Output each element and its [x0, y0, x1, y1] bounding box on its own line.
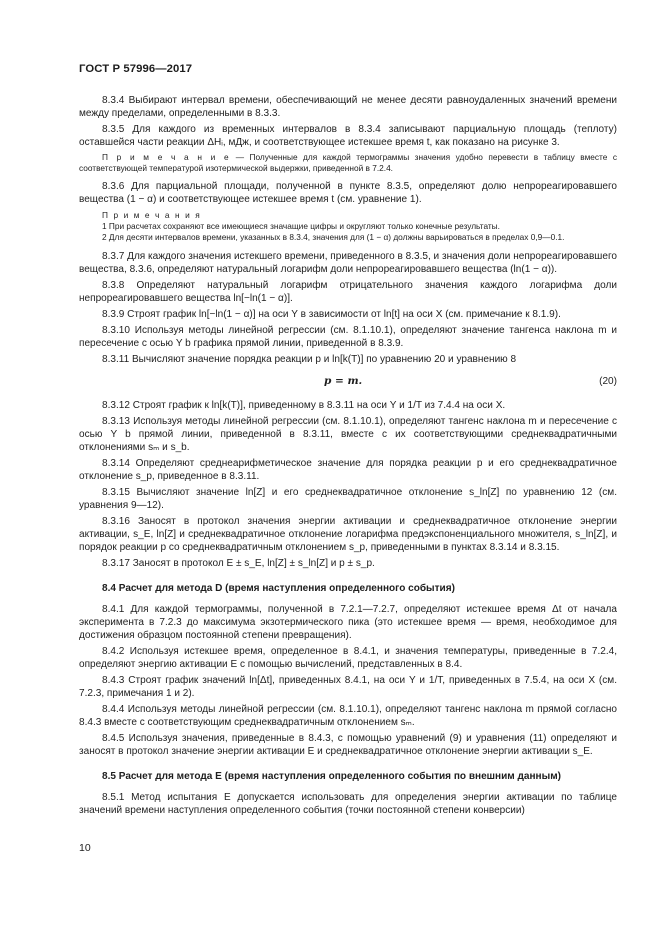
paragraph-8-5-1: 8.5.1 Метод испытания E допускается использовать для определения энергии активации по таблице значений времени наступления определенного события (точки постоянной степени конверсии) — [79, 792, 617, 816]
document-code: ГОСТ Р 57996—2017 — [79, 63, 193, 75]
note-item-2: 2 Для десяти интервалов времени, указанных в 8.3.4, значения для (1 − α) должны варьироваться в пределах 0,9—0.1. — [102, 232, 565, 242]
paragraph-8-3-16: 8.3.16 Заносят в протокол значения энергии активации и среднеквадратичное отклонение энергии активации, s_E, ln[Z] и среднеквадратичное отклонение логарифма предэкспоненциального множителя, s_ln[Z], и порядок реакции p со среднеквадратичным отклонением s_p, приведенными в пунктах 8.3.14 и 8.3.15. — [79, 516, 617, 553]
paragraph-8-3-14: 8.3.14 Определяют среднеарифметическое значение для порядка реакции p и его среднеквадратичное отклонение s_p, приведенное в 8.3.11. — [79, 458, 617, 482]
note-text: — Полученные для каждой термограммы значения удобно перевести в таблицу вместе с соответствующей температурой изотермической выдержки, приведенной в 7.2.4. — [79, 152, 618, 173]
paragraph-8-3-6: 8.3.6 Для парциальной площади, полученной в пункте 8.3.5, определяют долю непрореагировавшего вещества (1 − α) и соответствующее истекшее время t (см. уравнение 1). — [79, 181, 617, 205]
note-8-3-5 — [79, 152, 617, 174]
paragraph-8-3-7: 8.3.7 Для каждого значения истекшего времени, приведенного в 8.3.5, и значения доли непрореагировавшего вещества, 8.3.6, определяют натуральный логарифм доли непрореагировавшего вещества (ln(1 − α)). — [79, 251, 617, 275]
section-heading-8-5: 8.5 Расчет для метода E (время наступления определенного события по внешним данным) — [102, 771, 561, 782]
note-item-1: 1 При расчетах сохраняют все имеющиеся значащие цифры и округляют только конечные результаты. — [102, 221, 500, 231]
section-heading-8-4: 8.4 Расчет для метода D (время наступления определенного события) — [102, 583, 455, 594]
note-title: П р и м е ч а н и е — [102, 152, 231, 162]
paragraph-8-3-9: 8.3.9 Строят график ln[−ln(1 − α)] на оси Y в зависимости от ln[t] на оси X (см. примечание к 8.1.9). — [102, 309, 561, 320]
notes-title: П р и м е ч а н и я — [102, 210, 202, 220]
paragraph-8-4-4: 8.4.4 Используя методы линейной регрессии (см. 8.1.10.1), определяют тангенс наклона m прямой согласно 8.4.3 вместе с соответствующим среднеквадратичным отклонением sₘ. — [79, 704, 617, 728]
paragraph-8-3-17: 8.3.17 Заносят в протокол E ± s_E, ln[Z] ± s_ln[Z] и p ± s_p. — [102, 558, 375, 569]
paragraph-8-3-8: 8.3.8 Определяют натуральный логарифм отрицательного значения каждого логарифма доли непрореагировавшего вещества ln[−ln(1 − α)]. — [79, 280, 617, 304]
paragraph-8-3-5: 8.3.5 Для каждого из временных интервалов в 8.3.4 записывают парциальную площадь (теплоту) оставшейся части реакции ΔHᵢ, мДж, и соответствующее истекшее время t, как показано на рисунке 3. — [79, 124, 617, 148]
paragraph-8-4-5: 8.4.5 Используя значения, приведенные в 8.4.3, с помощью уравнений (9) и уравнения (11) определяют и заносят в протокол значение энергии активации E и среднеквадратичное отклонение энергии активации s_E. — [79, 733, 617, 757]
paragraph-8-3-13: 8.3.13 Используя методы линейной регрессии (см. 8.1.10.1), определяют тангенс наклона m и пересечение с осью Y b прямой линии, приведенной в 8.3.11, вместе с их соответствующими среднеквадратичными отклонениями sₘ и s_b. — [79, 416, 617, 453]
paragraph-8-3-15: 8.3.15 Вычисляют значение ln[Z] и его среднеквадратичное отклонение s_ln[Z] по уравнению 12 (см. уравнения 9—12). — [79, 487, 617, 511]
paragraph-8-3-10: 8.3.10 Используя методы линейной регрессии (см. 8.1.10.1), определяют значение тангенса наклона m и пересечение с осью Y b графика прямой линии, приведенной в 8.3.9. — [79, 325, 617, 349]
paragraph-8-3-11: 8.3.11 Вычисляют значение порядка реакции p и ln[k(T)] по уравнению 20 и уравнению 8 — [102, 354, 517, 365]
document-body — [79, 94, 617, 820]
paragraph-8-3-12: 8.3.12 Строят график к ln[k(T)], приведенному в 8.3.11 на оси Y и 1/T из 7.4.4 на оси X. — [102, 400, 506, 411]
page-number: 10 — [79, 842, 91, 854]
formula-number: (20) — [599, 376, 617, 387]
paragraph-8-4-3: 8.4.3 Строят график значений ln[Δt], приведенных 8.4.1, на оси Y и 1/T, приведенных в 7.5.4, на оси X (см. 7.2.3, примечания 1 и 2). — [79, 675, 617, 699]
paragraph-8-3-4: 8.3.4 Выбирают интервал времени, обеспечивающий не менее десяти равноудаленных значений времени между пределами, определенными в 8.3.3. — [79, 95, 617, 119]
formula-20 — [79, 375, 617, 391]
formula-expression: p = m. — [324, 375, 363, 387]
paragraph-8-4-2: 8.4.2 Используя истекшее время, определенное в 8.4.1, и значения температуры, приведенные в 7.2.4, определяют энергию активации E с помощью вычислений, представленных в 8.4. — [79, 646, 617, 670]
paragraph-8-4-1: 8.4.1 Для каждой термограммы, полученной в 7.2.1—7.2.7, определяют истекшее время Δt от начала эксперимента в 7.2.3 до максимума экзотермического пика (это истекшее время — время, необходимое для достижения образцом постоянной степени превращения). — [79, 604, 617, 641]
